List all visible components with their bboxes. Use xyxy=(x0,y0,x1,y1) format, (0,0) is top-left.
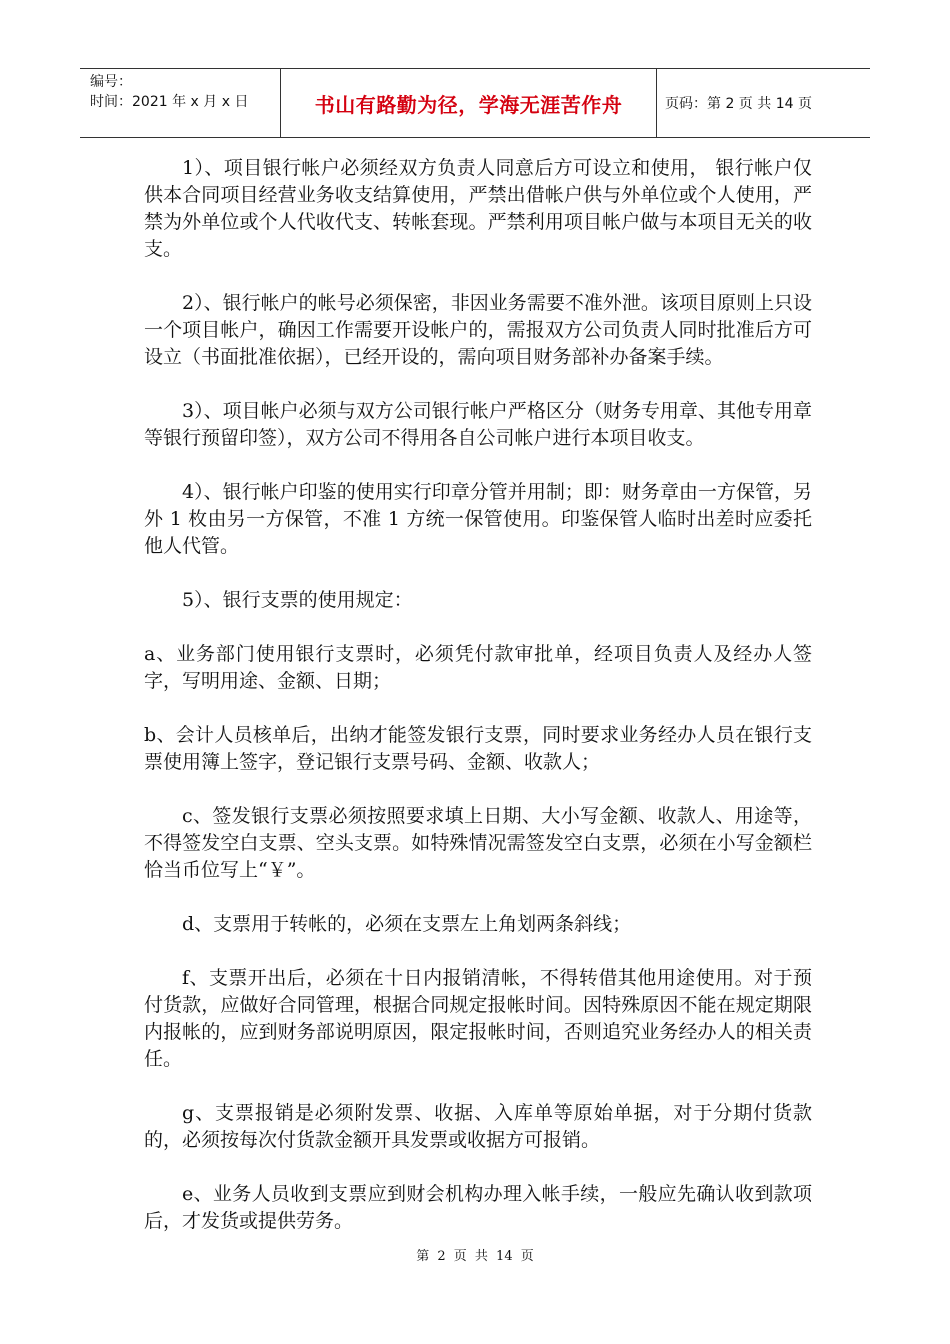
paragraph-e: e、业务人员收到支票应到财会机构办理入帐手续，一般应先确认收到款项后，才发货或提供劳务。 xyxy=(144,1183,812,1232)
document-body xyxy=(144,155,812,1262)
paragraph-b: b、会计人员核单后，出纳才能签发银行支票，同时要求业务经办人员在银行支票使用簿上签字，登记银行支票号码、金额、收款人； xyxy=(144,724,812,773)
paragraph-f: f、支票开出后，必须在十日内报销清帐，不得转借其他用途使用。对于预付货款，应做好合同管理，根据合同规定报帐时间。因特殊原因不能在规定期限内报帐的，应到财务部说明原因，限定报帐时间，否则追究业务经办人的相关责任。 xyxy=(144,967,812,1070)
paragraph-1: 1）、项目银行帐户必须经双方负责人同意后方可设立和使用， 银行帐户仅供本合同项目经营业务收支结算使用，严禁出借帐户供与外单位或个人使用，严禁为外单位或个人代收代支、转帐套现。严禁利用项目帐户做与本项目无关的收支。 xyxy=(144,157,812,260)
header-time-label: 时间：2021 年 x 月 x 日 xyxy=(90,94,249,110)
header-motto: 书山有路勤为径，学海无涯苦作舟 xyxy=(314,92,623,117)
page-footer: 第 2 页 共 14 页 xyxy=(416,1249,534,1264)
paragraph-2: 2）、银行帐户的帐号必须保密，非因业务需要不准外泄。该项目原则上只设一个项目帐户，确因工作需要开设帐户的，需报双方公司负责人同时批准后方可设立（书面批准依据），已经开设的，需向项目财务部补办备案手续。 xyxy=(144,292,812,368)
header-motto-cell xyxy=(281,69,657,137)
paragraph-4: 4）、银行帐户印鉴的使用实行印章分管并用制；即：财务章由一方保管，另外 1 枚由另一方保管，不准 1 方统一保管使用。印鉴保管人临时出差时应委托他人代管。 xyxy=(144,481,812,557)
paragraph-a: a、业务部门使用银行支票时，必须凭付款审批单，经项目负责人及经办人签字，写明用途、金额、日期； xyxy=(144,643,812,692)
paragraph-3: 3）、项目帐户必须与双方公司银行帐户严格区分（财务专用章、其他专用章等银行预留印签），双方公司不得用各自公司帐户进行本项目收支。 xyxy=(144,400,812,449)
paragraph-g: g、支票报销是必须附发票、收据、入库单等原始单据，对于分期付货款的，必须按每次付货款金额开具发票或收据方可报销。 xyxy=(144,1102,812,1151)
header-page-cell xyxy=(657,69,870,137)
paragraph-5: 5）、银行支票的使用规定： xyxy=(182,589,413,611)
paragraph-d: d、支票用于转帐的，必须在支票左上角划两条斜线； xyxy=(182,913,632,935)
header-number-label: 编号： xyxy=(90,74,132,90)
header-meta xyxy=(80,69,281,137)
paragraph-c: c、签发银行支票必须按照要求填上日期、大小写金额、收款人、用途等，不得签发空白支票、空头支票。如特殊情况需签发空白支票，必须在小写金额栏恰当币位写上“￥”。 xyxy=(144,805,812,881)
header-page-label: 页码：第 2 页 共 14 页 xyxy=(665,96,812,112)
page-header xyxy=(80,68,870,138)
